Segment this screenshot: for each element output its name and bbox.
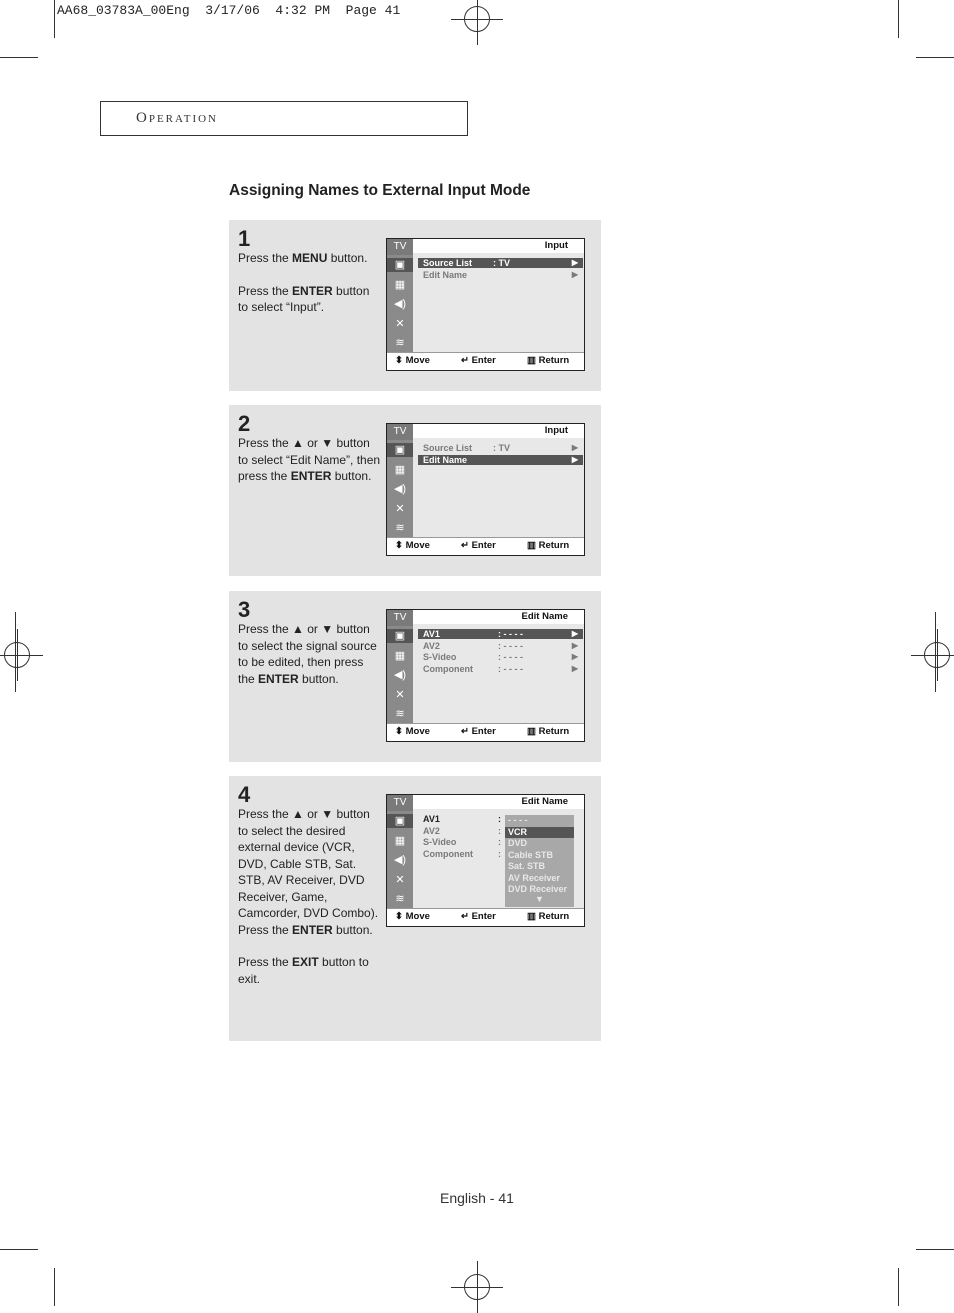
osd-item-value: : bbox=[498, 814, 501, 824]
osd-tv-label: TV bbox=[387, 610, 413, 626]
input-settings-icon: ≋ bbox=[395, 337, 405, 349]
osd-title-bar bbox=[413, 610, 584, 624]
page-heading: Assigning Names to External Input Mode bbox=[229, 182, 531, 199]
osd-arrow-icon: ▶ bbox=[571, 258, 578, 267]
osd-menu-title: Edit Name bbox=[521, 796, 568, 807]
instruction-paragraph: Press the ENTER button. bbox=[238, 922, 373, 937]
sound-icon: ◀) bbox=[393, 669, 407, 681]
enter-hint: ↵ Enter bbox=[461, 540, 496, 551]
sound-icon: ◀) bbox=[393, 854, 407, 866]
osd-title-bar bbox=[413, 239, 584, 253]
osd-item-value: : TV bbox=[493, 443, 510, 453]
section-title: Operation bbox=[136, 110, 219, 126]
step-instructions bbox=[238, 621, 381, 687]
setup-icon: ✕ bbox=[395, 502, 405, 515]
osd-item-label: S-Video bbox=[423, 652, 457, 662]
osd-menu-item bbox=[418, 258, 583, 268]
osd-menu-item bbox=[418, 814, 501, 824]
dropdown-option: Cable STB bbox=[508, 849, 554, 860]
enter-hint: ↵ Enter bbox=[461, 726, 496, 737]
crop-mark bbox=[898, 0, 899, 38]
picture-icon: ▣ bbox=[387, 814, 413, 828]
crop-mark bbox=[54, 0, 55, 38]
osd-item-value: : - - - - bbox=[498, 652, 523, 662]
tv-menu-screen bbox=[386, 423, 585, 556]
osd-menu-item bbox=[418, 270, 583, 280]
step-number: 3 bbox=[238, 597, 251, 622]
step-number: 4 bbox=[238, 782, 251, 807]
step-3 bbox=[229, 591, 601, 762]
input-settings-icon: ≋ bbox=[395, 522, 405, 534]
osd-title-bar bbox=[413, 795, 584, 809]
osd-item-value: : - - - - bbox=[498, 663, 523, 674]
osd-item-label: AV1 bbox=[423, 814, 440, 824]
instruction-paragraph: Press the EXIT button to exit. bbox=[238, 955, 369, 986]
registration-mark-icon bbox=[924, 642, 950, 668]
osd-sidebar bbox=[387, 610, 413, 725]
step-number: 1 bbox=[238, 226, 251, 251]
channel-icon: ▦ bbox=[394, 463, 406, 476]
osd-item-label: AV1 bbox=[423, 629, 440, 639]
osd-item-label: Edit Name bbox=[423, 269, 468, 280]
crop-mark bbox=[0, 57, 38, 58]
step-instructions bbox=[238, 435, 381, 485]
osd-menu-item bbox=[418, 848, 501, 859]
step-instructions bbox=[238, 250, 381, 316]
tv-menu-screen bbox=[386, 238, 585, 371]
setup-icon: ✕ bbox=[395, 317, 405, 330]
dropdown-option: DVD Receiver bbox=[508, 884, 568, 894]
osd-menu-item bbox=[418, 664, 583, 674]
instruction-paragraph: Press the MENU button. bbox=[238, 251, 368, 265]
osd-menu-item bbox=[418, 455, 583, 465]
instruction-paragraph: Press the ▲ or ▼ button to select the desired external device (VCR, DVD, Cable STB, Sat. STB, AV Receiver, DVD Receiver, Game, Camcorder, DVD Combo). bbox=[238, 807, 379, 920]
sound-icon: ◀) bbox=[393, 298, 407, 310]
osd-menu-item bbox=[418, 443, 583, 453]
osd-arrow-icon: ▶ bbox=[571, 454, 578, 464]
step-2 bbox=[229, 405, 601, 576]
osd-title-bar bbox=[413, 424, 584, 438]
page-footer: English - 41 bbox=[440, 1190, 514, 1206]
channel-icon: ▦ bbox=[394, 834, 406, 847]
dropdown-option: Sat. STB bbox=[508, 861, 546, 871]
crop-mark bbox=[916, 1249, 954, 1250]
channel-icon: ▦ bbox=[394, 649, 406, 662]
osd-tv-label: TV bbox=[387, 795, 413, 811]
instruction-paragraph: Press the ▲ or ▼ button to select the signal source to be edited, then press the ENTER button. bbox=[238, 622, 377, 686]
osd-tv-label: TV bbox=[387, 239, 413, 255]
osd-item-label: Source List bbox=[423, 258, 473, 268]
return-hint: ▥ Return bbox=[527, 355, 570, 366]
step-4 bbox=[229, 776, 601, 1041]
osd-arrow-icon: ▶ bbox=[571, 443, 578, 452]
osd-menu-item bbox=[418, 641, 583, 651]
osd-item-label: AV2 bbox=[423, 640, 440, 651]
osd-arrow-icon: ▶ bbox=[571, 269, 578, 279]
step-1 bbox=[229, 220, 601, 391]
osd-item-label: AV2 bbox=[423, 825, 440, 836]
input-settings-icon: ≋ bbox=[395, 708, 405, 720]
instruction-paragraph: Press the ENTER button to select “Input”. bbox=[238, 283, 370, 314]
crop-mark bbox=[898, 1268, 899, 1306]
setup-icon: ✕ bbox=[395, 688, 405, 701]
crop-mark bbox=[54, 1268, 55, 1306]
osd-menu-item bbox=[418, 629, 583, 639]
picture-icon: ▣ bbox=[387, 629, 413, 643]
print-header: AA68_03783A_00Eng 3/17/06 4:32 PM Page 41 bbox=[57, 3, 401, 18]
osd-menu-title: Input bbox=[544, 240, 568, 251]
osd-item-value: : bbox=[498, 848, 501, 859]
move-hint: ⬍ Move bbox=[395, 911, 430, 922]
osd-arrow-icon: ▶ bbox=[571, 652, 578, 661]
dropdown-option: AV Receiver bbox=[508, 872, 560, 883]
osd-help-bar bbox=[387, 723, 584, 741]
osd-item-value: : bbox=[498, 837, 501, 847]
osd-item-label: S-Video bbox=[423, 837, 457, 847]
osd-item-value: : TV bbox=[493, 258, 510, 268]
enter-hint: ↵ Enter bbox=[461, 355, 496, 366]
dropdown-option: VCR bbox=[505, 827, 574, 839]
osd-arrow-icon: ▶ bbox=[571, 640, 578, 650]
return-hint: ▥ Return bbox=[527, 540, 570, 551]
move-hint: ⬍ Move bbox=[395, 540, 430, 551]
move-hint: ⬍ Move bbox=[395, 355, 430, 366]
device-dropdown bbox=[505, 815, 574, 907]
osd-help-bar bbox=[387, 352, 584, 370]
step-number: 2 bbox=[238, 411, 251, 436]
tv-menu-screen bbox=[386, 609, 585, 742]
registration-mark-icon bbox=[464, 6, 490, 32]
instruction-paragraph: Press the ▲ or ▼ button to select “Edit Name”, then press the ENTER button. bbox=[238, 436, 381, 483]
osd-item-label: Source List bbox=[423, 443, 473, 453]
osd-arrow-icon: ▶ bbox=[571, 629, 578, 638]
dropdown-option: - - - - bbox=[508, 815, 528, 825]
picture-icon: ▣ bbox=[387, 258, 413, 272]
channel-icon: ▦ bbox=[394, 278, 406, 291]
osd-item-value: : - - - - bbox=[498, 640, 523, 651]
osd-sidebar bbox=[387, 239, 413, 354]
crop-mark bbox=[916, 57, 954, 58]
crop-mark bbox=[0, 1249, 38, 1250]
osd-arrow-icon: ▶ bbox=[571, 663, 578, 673]
input-settings-icon: ≋ bbox=[395, 893, 405, 905]
scroll-down-icon: ▼ bbox=[535, 894, 544, 904]
registration-mark-icon bbox=[464, 1274, 490, 1300]
osd-menu-item bbox=[418, 825, 501, 836]
osd-menu-title: Input bbox=[544, 425, 568, 436]
osd-menu-item bbox=[418, 652, 583, 662]
osd-item-value: : bbox=[498, 825, 501, 836]
sound-icon: ◀) bbox=[393, 483, 407, 495]
enter-hint: ↵ Enter bbox=[461, 911, 496, 922]
osd-menu-item bbox=[418, 837, 501, 847]
osd-help-bar bbox=[387, 908, 584, 926]
return-hint: ▥ Return bbox=[527, 726, 570, 737]
picture-icon: ▣ bbox=[387, 443, 413, 457]
osd-item-label: Component bbox=[423, 663, 473, 674]
setup-icon: ✕ bbox=[395, 873, 405, 886]
tv-menu-screen bbox=[386, 794, 585, 927]
osd-tv-label: TV bbox=[387, 424, 413, 440]
registration-mark-icon bbox=[4, 642, 30, 668]
osd-item-label: Component bbox=[423, 848, 473, 859]
osd-item-label: Edit Name bbox=[423, 454, 468, 465]
osd-menu-title: Edit Name bbox=[521, 611, 568, 622]
move-hint: ⬍ Move bbox=[395, 726, 430, 737]
step-instructions bbox=[238, 806, 381, 987]
return-hint: ▥ Return bbox=[527, 911, 570, 922]
osd-help-bar bbox=[387, 537, 584, 555]
osd-sidebar bbox=[387, 424, 413, 539]
osd-sidebar bbox=[387, 795, 413, 910]
dropdown-option: DVD bbox=[508, 838, 528, 848]
osd-item-value: : - - - - bbox=[498, 629, 523, 639]
